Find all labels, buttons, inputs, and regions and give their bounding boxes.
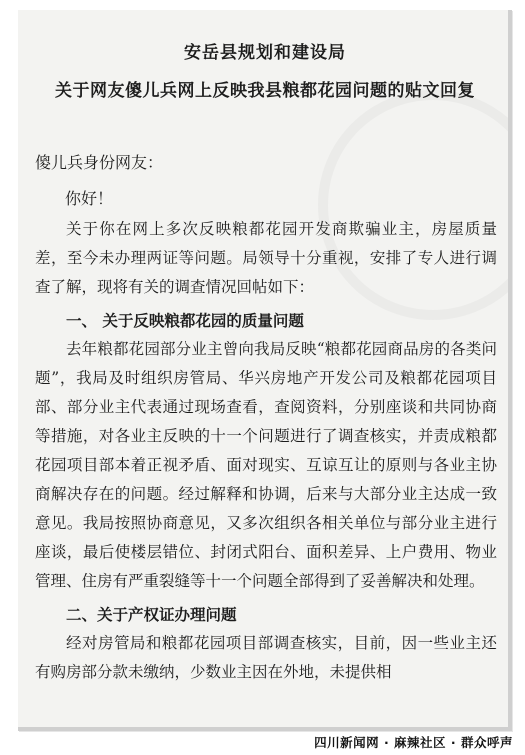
- source-caption: 四川新闻网 · 麻辣社区 · 群众呼声: [314, 735, 513, 750]
- org-title: 安岳县规划和建设局: [184, 43, 346, 63]
- scanned-letter: [18, 10, 512, 731]
- greeting: 你好！: [65, 189, 114, 208]
- section-2-paragraph: 经对房管局和粮都花园项目部调查核实，目前，因一些业主还有购房部分款未缴纳，少数业主因在外地，未提供相: [35, 634, 497, 681]
- section-2-heading: 二、关于产权证办理问题: [66, 605, 237, 624]
- section-1-heading: 一、 关于反映粮都花园的质量问题: [66, 311, 304, 330]
- intro-paragraph: 关于你在网上多次反映粮都花园开发商欺骗业主，房屋质量差，至今未办理两证等问题。局领导十分重视，安排了专人进行调查了解，现将有关的调查情况回帖如下：: [35, 220, 497, 296]
- main-title: 关于网友傻儿兵网上反映我县粮都花园问题的贴文回复: [55, 81, 475, 101]
- salutation: 傻儿兵身份网友：: [35, 153, 164, 172]
- letter-body: [35, 215, 497, 687]
- section-1-paragraph: 去年粮都花园部分业主曾向我局反映“粮都花园商品房的各类问题”，我局及时组织房管局、华兴房地产开发公司及粮都花园项目部、部分业主代表通过现场查看，查阅资料，分别座谈和共同协商等措施，对各业主反映的十一个问题进行了调查核实，并责成粮都花园项目部本着正视矛盾、面对现实、互谅互让的原则与各业主协商解决存在的问题。经过解释和协调，后来与大部分业主达成一致意见。我局按照协商意见，又多次组织各相关单位与部分业主进行座谈，最后使楼层错位、封闭式阳台、面积差异、上户费用、物业管理、住房有严重裂缝等十一个问题全部得到了妥善解决和处理。: [35, 340, 497, 590]
